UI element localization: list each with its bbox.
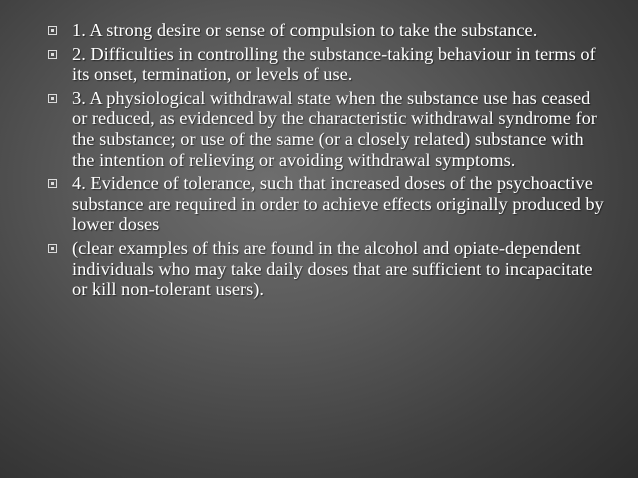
bullet-list: [48, 20, 608, 303]
bullet-text-3: 3. A physiological withdrawal state when the substance use has ceased or reduced, as evidenced by the characteristic withdrawal syndrome for the substance; or use of the same (or a closely related) substance with the intention of relieving or avoiding withdrawal symptoms.: [72, 87, 597, 170]
bullet-text-1: 1. A strong desire or sense of compulsion to take the substance.: [72, 20, 538, 40]
square-bullet-icon: [48, 94, 57, 103]
bullet-item-3: [48, 88, 608, 170]
bullet-item-2: [48, 44, 608, 85]
square-bullet-icon: [48, 26, 57, 35]
square-bullet-icon: [48, 244, 57, 253]
bullet-item-5: [48, 238, 608, 300]
bullet-text-5: (clear examples of this are found in the alcohol and opiate-dependent individuals who may take daily doses that are sufficient to incapacitate or kill non-tolerant users).: [72, 237, 593, 300]
bullet-text-2: 2. Difficulties in controlling the substance-taking behaviour in terms of its onset, termination, or levels of use.: [72, 43, 596, 85]
square-bullet-icon: [48, 50, 57, 59]
bullet-item-1: [48, 20, 608, 41]
square-bullet-icon: [48, 179, 57, 188]
bullet-item-4: [48, 173, 608, 235]
bullet-text-4: 4. Evidence of tolerance, such that increased doses of the psychoactive substance are required in order to achieve effects originally produced by lower doses: [72, 173, 604, 235]
